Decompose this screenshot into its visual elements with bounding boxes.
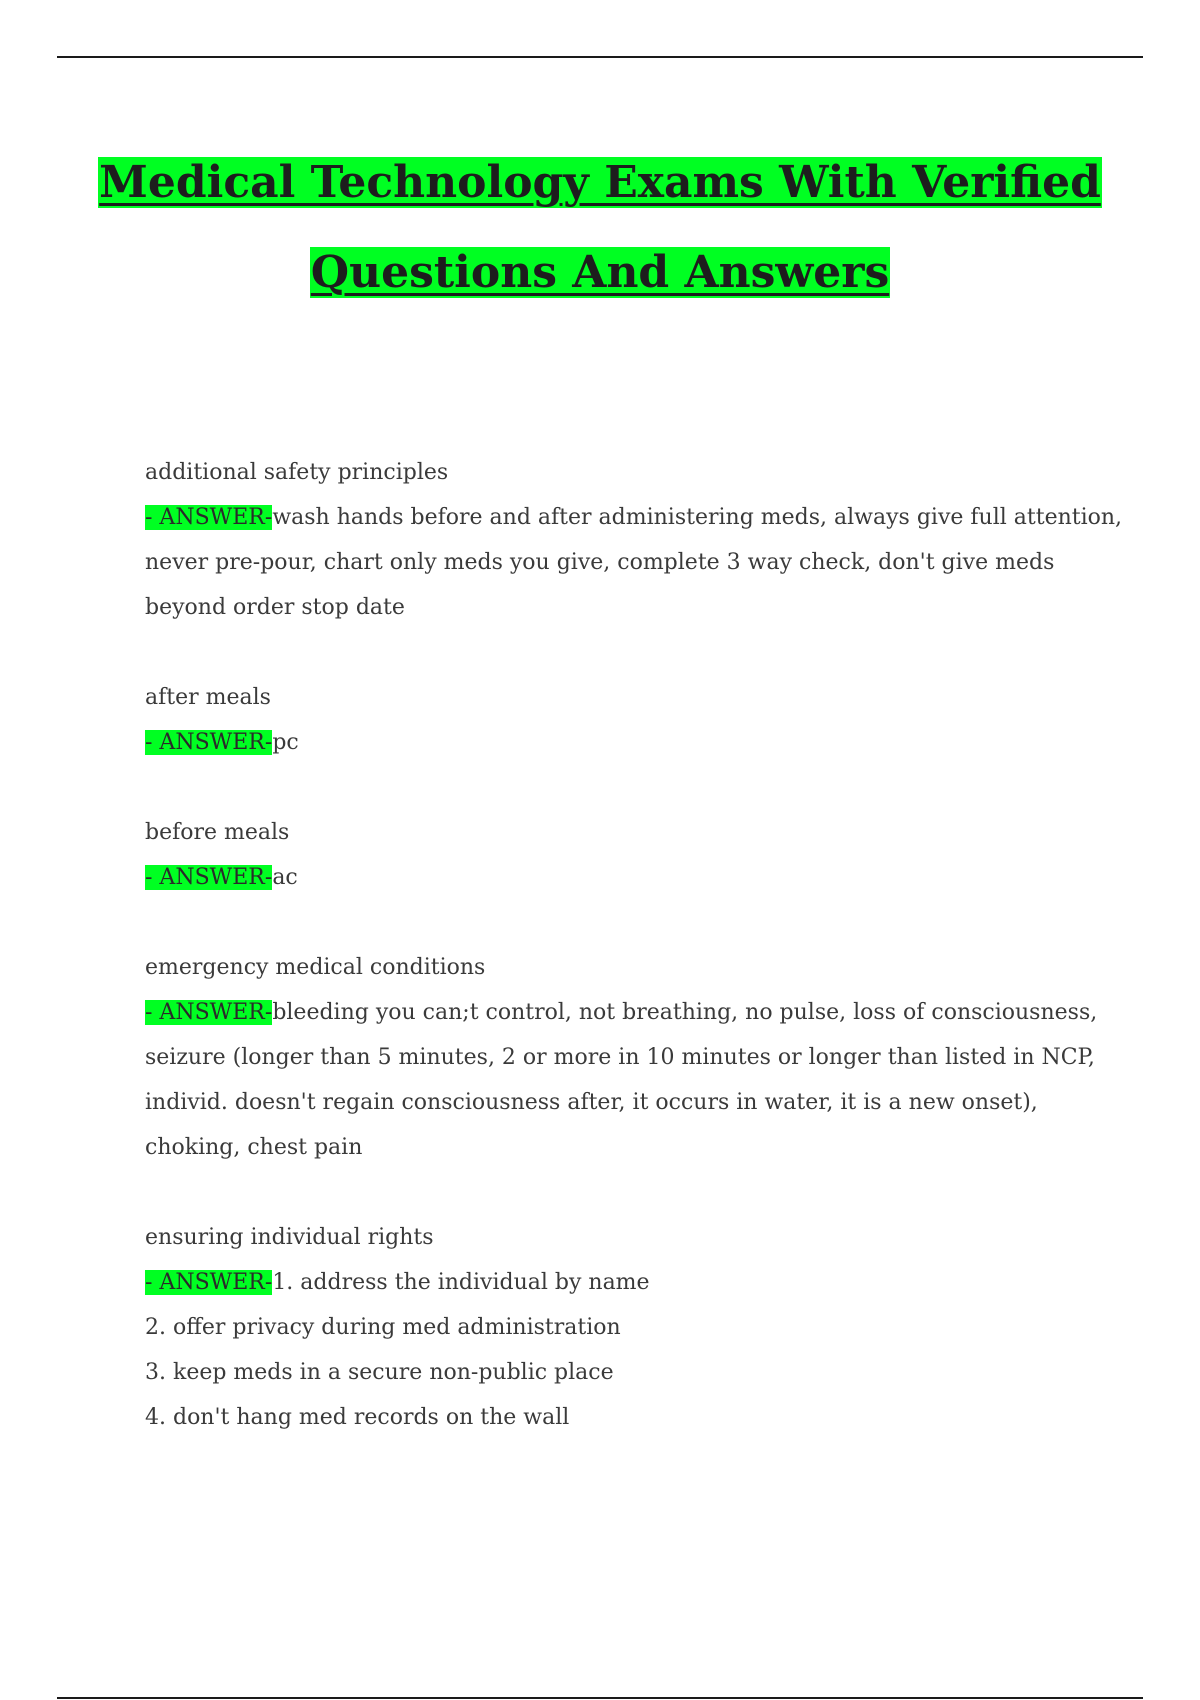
answer-line (145, 855, 1095, 900)
answer-text: 1. address the individual by name (272, 1270, 650, 1295)
qa-item (145, 450, 1123, 630)
answer-text: pc (272, 730, 299, 755)
answer-line (145, 990, 1098, 1035)
answer-continuation: 2. offer privacy during med administration (145, 1315, 621, 1340)
answer-label: - ANSWER- (145, 1270, 273, 1295)
answer-line (145, 1260, 1095, 1305)
question-text: emergency medical conditions (145, 955, 486, 980)
answer-continuation: 4. don't hang med records on the wall (145, 1405, 570, 1430)
answer-text: bleeding you can;t control, not breathing, no pulse, loss of consciousness, (272, 1000, 1098, 1025)
answer-continuation: 3. keep meds in a secure non-public place (145, 1360, 614, 1385)
answer-label: - ANSWER- (145, 730, 273, 755)
qa-item (145, 810, 1095, 900)
answer-continuation: never pre-pour, chart only meds you give, complete 3 way check, don't give meds (145, 550, 1055, 575)
qa-item (145, 1215, 1095, 1440)
question-text: after meals (145, 685, 271, 710)
answer-continuation: seizure (longer than 5 minutes, 2 or more in 10 minutes or longer than listed in NCP, (145, 1045, 1095, 1070)
question-text: additional safety principles (145, 460, 449, 485)
qa-list (145, 450, 1123, 1485)
answer-continuation: individ. doesn't regain consciousness after, it occurs in water, it is a new onset), (145, 1090, 1038, 1115)
footer-rule (57, 1697, 1143, 1699)
answer-text: ac (272, 865, 298, 890)
answer-continuation: choking, chest pain (145, 1135, 363, 1160)
document-title (0, 138, 1200, 318)
answer-continuation: beyond order stop date (145, 595, 405, 620)
answer-label: - ANSWER- (145, 505, 273, 530)
answer-line (145, 495, 1123, 540)
qa-item (145, 945, 1098, 1170)
title-text-1: Medical Technology Exams With Verified (99, 157, 1101, 208)
title-text-2: Questions And Answers (310, 247, 890, 298)
answer-line (145, 720, 1095, 765)
answer-label: - ANSWER- (145, 1000, 273, 1025)
title-line-2 (0, 228, 1200, 318)
answer-text: wash hands before and after administering meds, always give full attention, (272, 505, 1123, 530)
header-rule (57, 56, 1143, 58)
answer-label: - ANSWER- (145, 865, 273, 890)
qa-item (145, 675, 1095, 765)
title-line-1 (0, 138, 1200, 228)
question-text: ensuring individual rights (145, 1225, 434, 1250)
question-text: before meals (145, 820, 290, 845)
